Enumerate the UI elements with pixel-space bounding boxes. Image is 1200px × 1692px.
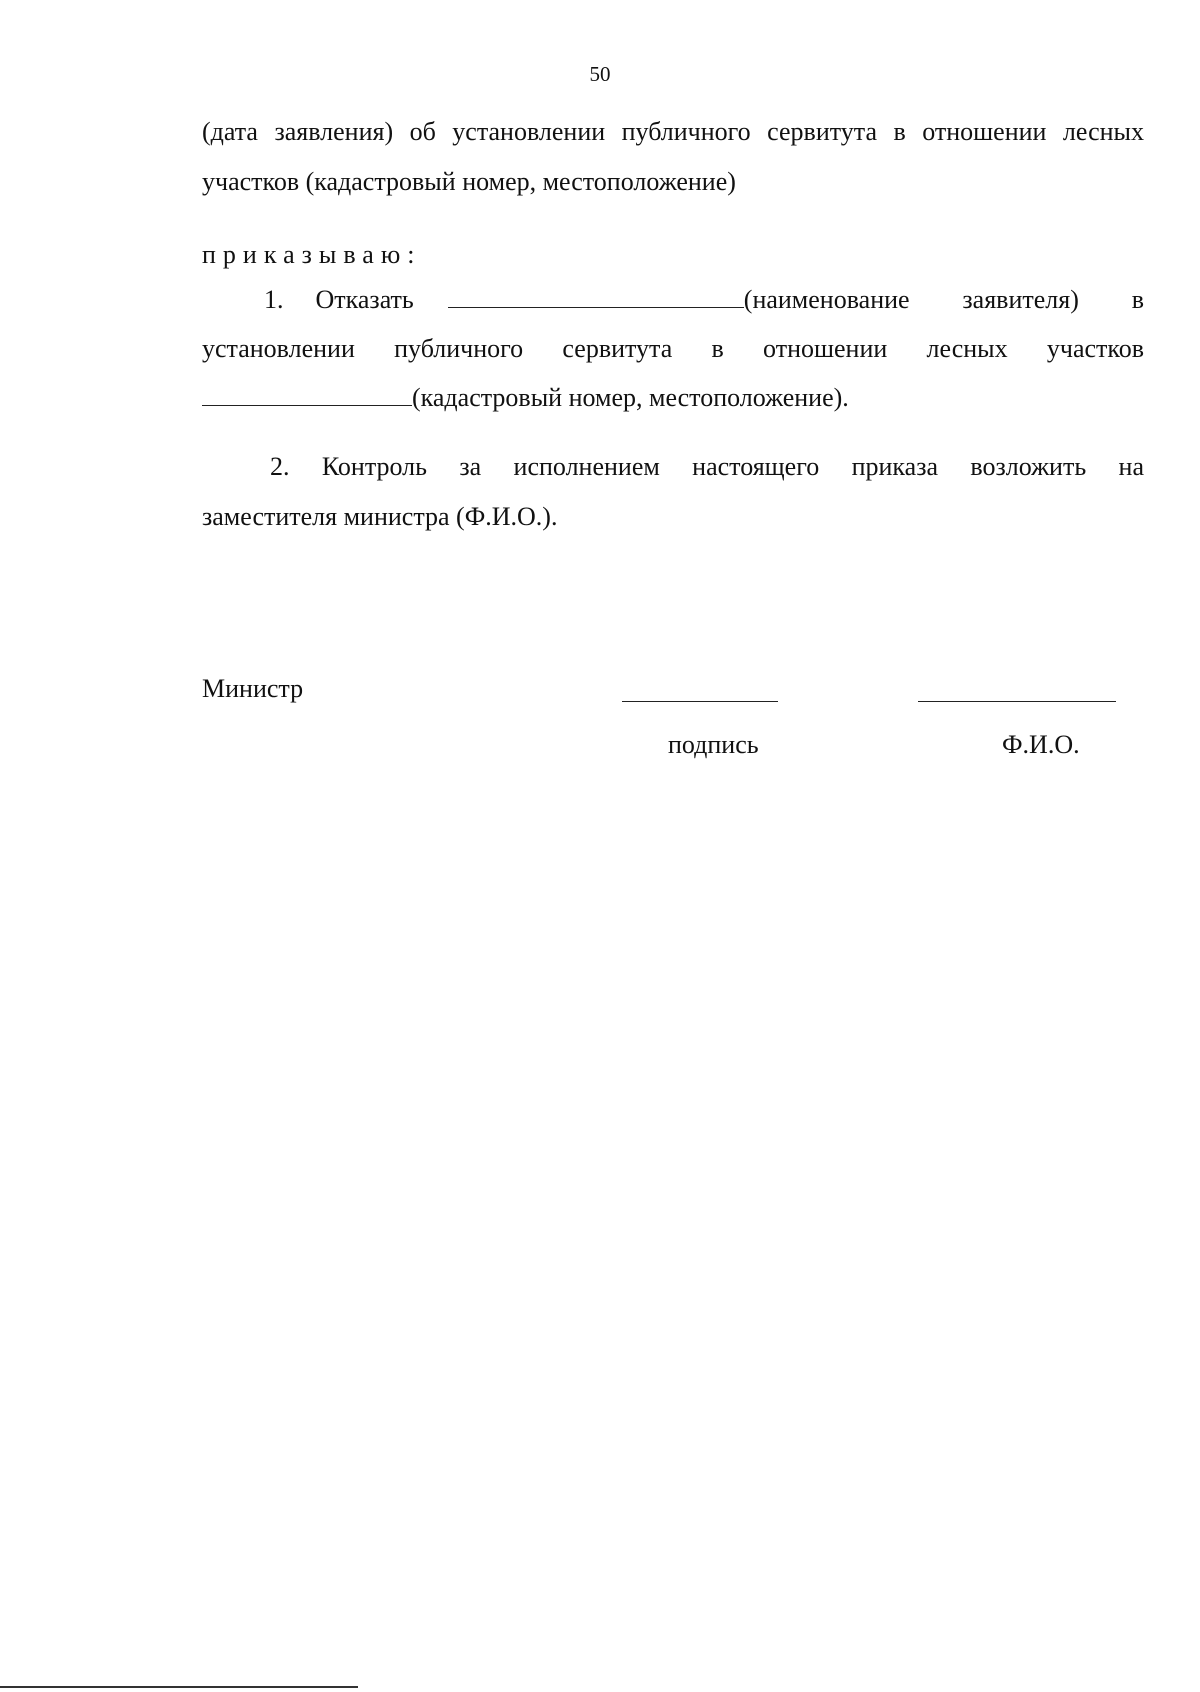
item-1-line-2: установлении публичного сервитута в отношении лесных участков xyxy=(202,334,1144,363)
item-1-verb: Отказать xyxy=(315,285,414,314)
page-number: 50 xyxy=(589,62,611,86)
signatory-position: Министр xyxy=(202,674,304,703)
item-2-line-1: 2. Контроль за исполнением настоящего приказа возложить на xyxy=(270,452,1144,481)
signature-blank[interactable] xyxy=(622,701,778,702)
name-blank[interactable] xyxy=(918,701,1116,702)
footer-rule xyxy=(0,1686,358,1688)
item-2-line-2: заместителя министра (Ф.И.О.). xyxy=(202,502,558,531)
item-1-line-3 xyxy=(202,381,849,413)
item-1-cadastral-hint: (кадастровый номер, местоположение). xyxy=(412,383,849,412)
item-1-lead xyxy=(202,283,910,315)
intro-line-2: участков (кадастровый номер, местоположение) xyxy=(202,167,736,196)
order-heading: приказываю: xyxy=(202,240,422,269)
applicant-name-blank[interactable] xyxy=(448,283,744,308)
item-1-applicant-hint: (наименование xyxy=(743,285,910,314)
item-1-number: 1. xyxy=(264,285,284,314)
item-1-word-in: в xyxy=(1131,285,1144,314)
intro-line-1: (дата заявления) об установлении публичного сервитута в отношении лесных xyxy=(202,117,1144,146)
signature-caption: подпись xyxy=(668,730,759,759)
item-1-line-1 xyxy=(202,283,1144,315)
item-1-word-applicant: заявителя) xyxy=(962,285,1079,314)
cadastral-number-blank[interactable] xyxy=(202,381,412,406)
name-caption: Ф.И.О. xyxy=(1002,730,1080,759)
